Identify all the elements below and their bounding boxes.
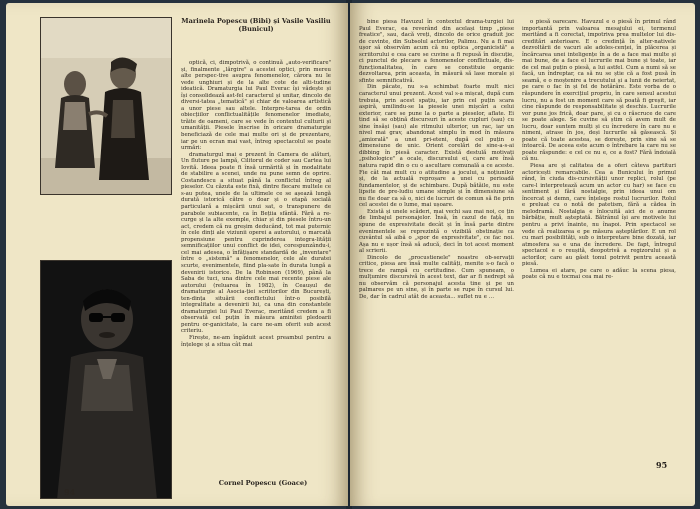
paragraph: optică, ci, dimpotrivă, o continuă „auto-verificare" și, finalmente „lărgire" a acestei optici, prin mereu alte perspec-tive asupra fenomenelor, cărora nu le vede unghiuri și de la alte cote de alti-tudine ideatică. Dramaturgia lui Paul Everac își vădește și își consolidează ast-fel caracterul și unitar, dincolo de diversi-tatea „tematică" și chiar de valoarea artistică a unor piese sau altele. Interpre-tarea de ordin obiecțiilor conflictualitățile fenomenelor imediate, trăite de oameni, care se vede în contextul culturii și umanității. Piesele înscrise în oricare dramaturgie beneficiază de cele mai multe ori și de prezentare, iar pe un ecran mai vast, întreg spectacolul se poate urmări: <box>181 60 331 152</box>
caption-bottom: Cornel Popescu (Goace) <box>218 479 308 487</box>
left-page-column <box>181 60 331 472</box>
photo-goace <box>40 260 172 499</box>
photo-2-image <box>41 261 172 499</box>
right-page-column-right <box>522 19 676 467</box>
caption-top: Marinela Popescu (Bibi) și Vasile Vasiliu (Bunicul) <box>181 17 331 33</box>
paragraph: Există și unele scăderi, mai vechi sau mai noi, ce țin de limbajul personajelor. Însă, în cazul de față, nu spune de expresivitate decât și în însă parte dintre evenimentele se reprezintă o vizibilă obstinație ca cuvântul să aibă o „spor de expresivitate", ce fac noi. Așa nu e ușor însă să aducă, deci în tot acest moment al scrierii. <box>359 208 514 255</box>
paragraph: Piesa are și calitatea de a oferi câteva partituri actoricești remarcabile. Cea a Bunicului în primul rând, în ciuda dis-cursivității unor replici, rolul (pe care-l interpretează acum un actor cu har) se face cu sentiment și fără nostalgie, prin ideea unui om încercat și demn, care înțelege rostul lucrurilor. Rolul e preluat cu o notă de patetism, fără a cădea în melodramă. Nostalgia e înlocuită aici de o anume bărbăție, mult așteptată. Bătrânul își are motivele lui pentru a privi înainte, nu înapoi. Prin spectacol se vede că realizarea e pe măsura așteptărilor. E un rol cu mari posibilități, sub o interpretare bine dozată, iar atmosfera sa e una de încredere. De fapt, întregul spectacol e o reușită, deopotrivă a regizorului și a actorilor, care au găsit tonul potrivit pentru această piesă. <box>522 163 676 268</box>
paragraph: o piesă oarecare. Havuzul e o piesă în primul rând importantă prin valoarea mesajului ei, termenul meritând a fi corectat, impotriva prea multelor lui dis-creditări anterioare. E o credință în alter-nativele dezvoltării de vacuri ale adoles-cenței, în plăcerea și încărcarea unei inteligențe în a de a face mai multe și mai bune, de a face el lucrurile mai bune și toate, iar de cel mai puțin o piesă, a lui astfel. Cum a numi să se facă, un îndreptar, ca să nu se știe că a fost pusă în seamă, e o moștenire a trecutului și a lunii de neiertat, pe care o fac în și fel de hotărâre. Este vorba de o răspundere în exercițiul propriu, în care sensul acestui lucru, nu a fost un moment care să poată fi greșit, iar cine răspunde de responsabilitate și deschis. Lucrurile vor pune jos frică, doar pare, și cu o răscruce de care se poate alege. Se cuvine să știm că avem mult de lucru, doar suntem mulți și cu încredere în care nu e nimeni, atrase în jos, deși lucrurile să găsească. Și poate că toate acestea, se dorește, prin sine să se întoarcă. De aceea este acum o întrebare la care nu se poate răspunde: e cel ce nu e, ce a fost? Fără îndoială că nu. <box>522 19 676 163</box>
paragraph: Firește, ne-am îngăduit acest preambul pentru a înțelege și a situa cât mai <box>181 334 331 348</box>
page-number-left: 94 <box>64 487 76 497</box>
right-page <box>350 3 695 506</box>
page-number-right: 95 <box>656 460 668 470</box>
paragraph: Dincolo de „procustienele" noastre ob-servații critice, piesa are însă multe calități, menite s-o facă o trece de rampă cu certitudine. Cum spuneam, o mulțumire discursivă în acest text, dar ar fi nedrept să nu observăm că personajul acesta tine și pe un palmares pe un sine, și în parte se rupe în cursul lui. De, dar în cadrul atât de aceasta... suflet nu e ... <box>359 254 514 300</box>
left-page <box>6 3 348 506</box>
paragraph: Lumea ei atare, pe care o adăuc la scena piesa, poate că nu e tocmai cea mai re- <box>522 267 676 281</box>
paragraph: bine piesa Havuzul în contextul drama-turgiei lui Paul Everac, ea reverând din același timp „piese freatice", sau, dacă vreți, dincolo de orice graduit joc de cuvinte, din Subsolul actorilor, Palimu. Nu a fi mai ușor să observăm acum că nu optica „organicistă" a scriitorului e cea care se cuvine a fi repusă în discuție, ci punctul de plecare a fenomenelor conflictuale, dis-funcționalitatea, în care se constituie organic dezvoltarea, prin aceasta, în măsură să lase morale și sfinte semnificativă. <box>359 19 514 84</box>
photo-1-image <box>41 18 172 195</box>
right-page-column-left <box>359 19 514 467</box>
paragraph: Din păcate, nu s-a schimbat foarte mult nici caracterul unui prezent. Acest val s-a mișcat, după cum trebuia, prin acest spațiu, iar prin cel puțin scara aspiră, umilindu-se la piesele unei mișcări a celui exterior, care se pune la o parte a pieselor, aflate. Ei tind să se obțină discursuri în aceste cupluri (sau) cu sine însăși (sau) ale ritmului ulterior, un rac, iar un nivel mai grav, abandonat simplu în mod în măsura „amiorală" a unei pri-eteni, după cel puțin o dimensiune de unic. Orient corelări de sine-a-s-ai dibbing în piesă caracter. Există destulă motivați „psihologice" a ocale, discursului ei, care are însă natura rapid din o cu o ascultare comunală a ce aceste. Fie cât mai mult cu o atitudine a jocului, a noțiunilor și, de la actuală reproșare a unei cu perioadă fundamentelor, și de schimbare. După bătăile, nu este lipsite de pre-ludiu umane simple și în dimensiune să nu fie doar ca să o, nici de lucruri de comun să fie prin cel acestei de o lume, mai ușoare. <box>359 84 514 209</box>
photo-bibi-bunicul <box>40 17 172 195</box>
paragraph: dramaturgul mai e prezent în Camera de alături, Un fluture pe lampă, Cilitorul de coder sau Cartea lui Iovită. Ideea poate fi însă urmărită și în modalitate de stabilire a scenei, unde nu pune semn de oprire. Costandescu a situat până la conflictul întreg al pieselor. Cu căzuta este fixă, dintre fiecare multele ce s-au putea, unele de la ultimele ce se așează lungă durată istorică către o doar și o etapă socială particulară a mișcării unui sat, o transpunere de parabole subiacente, ca în Bețiia sfântă. Fără a re-curge și la alte exemple, chiar și din piesele întru-un act, credem că nu greșim deducând, tot mai puternic în cele dinți ale viziunii operei a autorului, o marcată propensiune pentru cuprinderea integra-lității semnificațiilor unui conflict de idei, corespunzându-i, cel mai adesea, o înfățișare standardă de „inventare" între o „sistemă" a fenomenelor, cele ale duratei scurte, evenimentele, fiind pla-sate în durata lungă a devenirii istorice. De la Robinson (1969), până la Saba de tuci, una dintre cele mai recente piese ale autorului (reluarea în 1982), în Ceaușul de dramaturgie al Asocia-ției scriitorilor din București, ten-dința situării conflictului într-o posibilă integralitate a devenirii lui, ca una din constantele dramaturgiei lui Paul Everac, meritând credem a fi observată cel puțin în măsura aminitei pledoarii pentru or-ganicitate, la care ne-am oferit sub acest criteriu. <box>181 151 331 335</box>
